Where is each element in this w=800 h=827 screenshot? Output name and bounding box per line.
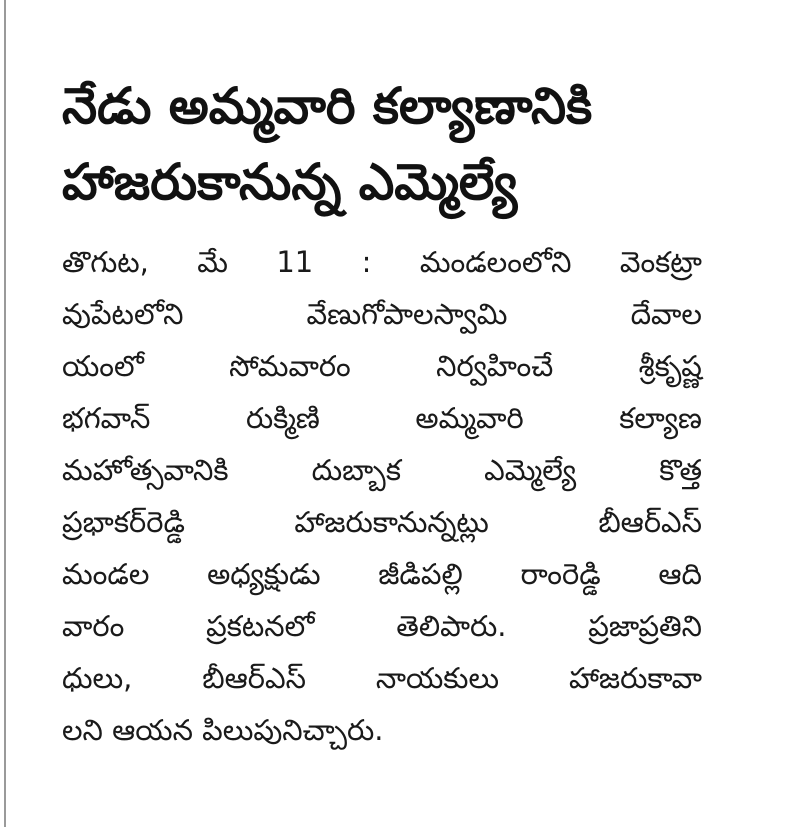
body-line-9: ధులు, బీఆర్‌ఎస్ నాయకులు హాజరుకావా [62, 661, 702, 695]
headline-line-1: నేడు అమ్మవారి కల్యాణానికి [62, 77, 593, 135]
headline [62, 68, 702, 220]
body-line-6: ప్రభాకర్‌రెడ్డి హాజరుకానున్నట్లు బీఆర్‌ఎస్ [62, 505, 702, 539]
news-article [62, 68, 702, 756]
body-line-5: మహోత్సవానికి దుబ్బాక ఎమ్మెల్యే కొత్త [62, 453, 702, 487]
body-line-2: వుపేటలోని వేణుగోపాలస్వామి దేవాల [62, 297, 702, 331]
body-line-4: భగవాన్ రుక్మిణి అమ్మవారి కల్యాణ [62, 401, 702, 435]
body-line-7: మండల అధ్యక్షుడు జీడిపల్లి రాంరెడ్డి ఆది [62, 557, 702, 591]
body-line-1: తొగుట, మే 11 : మండలంలోని వెంకట్రా [62, 245, 702, 279]
article-body [62, 236, 702, 756]
headline-line-2: హాజరుకానున్న ఎమ్మెల్యే [62, 153, 518, 211]
body-line-10: లని ఆయన పిలుపునిచ్చారు. [62, 713, 384, 747]
body-line-3: యంలో సోమవారం నిర్వహించే శ్రీకృష్ణ [62, 349, 702, 383]
body-line-8: వారం ప్రకటనలో తెలిపారు. ప్రజాప్రతిని [62, 609, 702, 643]
column-divider [4, 0, 6, 827]
